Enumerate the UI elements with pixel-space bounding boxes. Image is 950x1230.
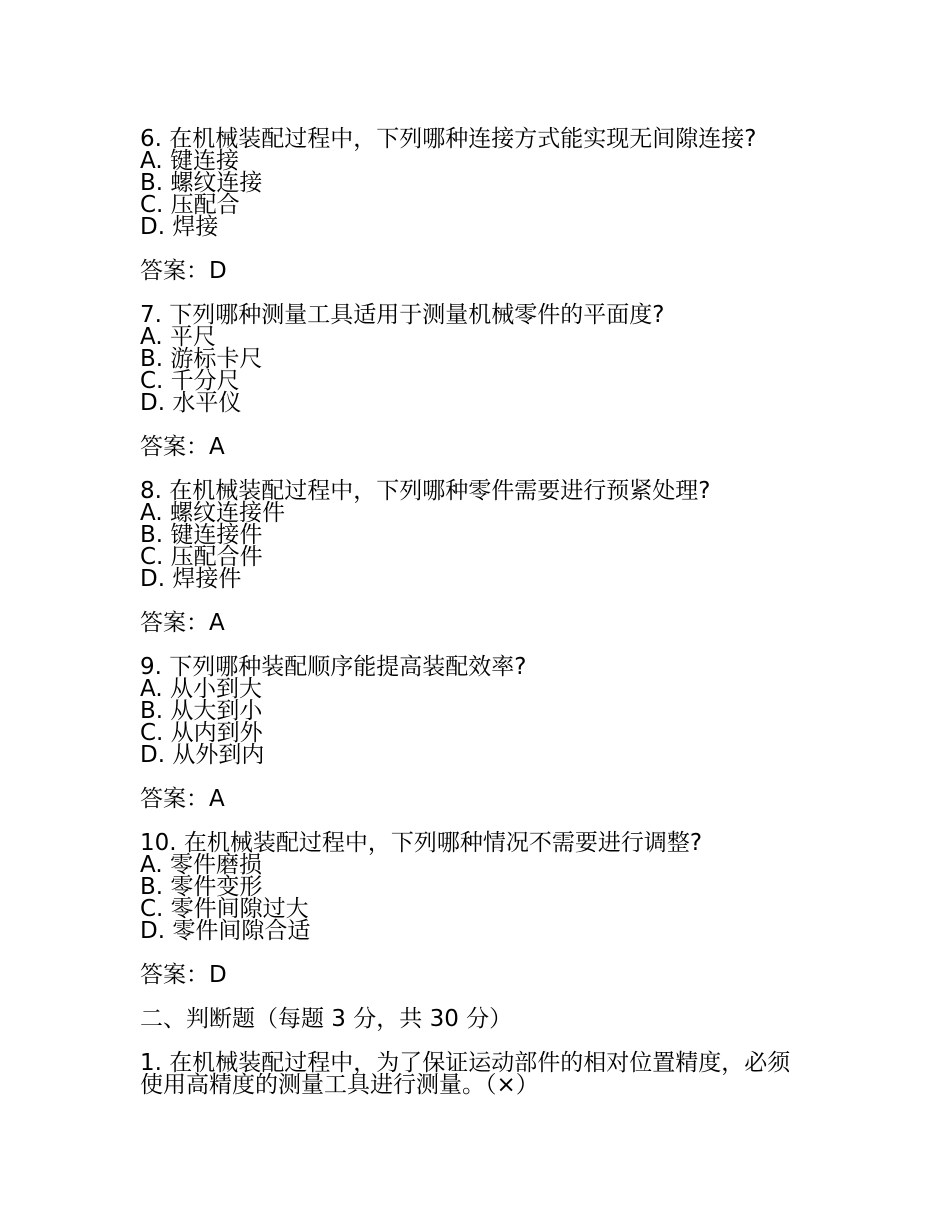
option-d: D. 从外到内 bbox=[140, 742, 265, 768]
question-9 bbox=[140, 656, 800, 810]
option-a: A. 平尺 bbox=[140, 324, 216, 350]
question-stem: 6. 在机械装配过程中，下列哪种连接方式能实现无间隙连接? bbox=[140, 126, 757, 152]
question-6 bbox=[140, 128, 800, 282]
question-7 bbox=[140, 304, 800, 458]
option-d: D. 零件间隙合适 bbox=[140, 918, 311, 944]
answer-line: 答案：D bbox=[140, 258, 227, 284]
option-a: A. 从小到大 bbox=[140, 676, 262, 702]
judgment-item-1: 1. 在机械装配过程中，为了保证运动部件的相对位置精度，必须使用高精度的测量工具进行测量。（×） bbox=[140, 1050, 791, 1098]
question-8 bbox=[140, 480, 800, 634]
answer-line: 答案：A bbox=[140, 610, 225, 636]
section-heading-judgment: 二、判断题（每题 3 分，共 30 分） bbox=[140, 1006, 513, 1032]
option-c: C. 零件间隙过大 bbox=[140, 896, 309, 922]
question-stem: 9. 下列哪种装配顺序能提高装配效率? bbox=[140, 654, 527, 680]
option-b: B. 游标卡尺 bbox=[140, 346, 263, 372]
question-10 bbox=[140, 832, 800, 986]
option-b: B. 螺纹连接 bbox=[140, 170, 263, 196]
option-c: C. 千分尺 bbox=[140, 368, 240, 394]
answer-line: 答案：D bbox=[140, 962, 227, 988]
option-d: D. 焊接件 bbox=[140, 566, 242, 592]
option-b: B. 零件变形 bbox=[140, 874, 263, 900]
option-a: A. 键连接 bbox=[140, 148, 239, 174]
option-c: C. 压配合 bbox=[140, 192, 240, 218]
answer-line: 答案：A bbox=[140, 434, 225, 460]
question-stem: 8. 在机械装配过程中，下列哪种零件需要进行预紧处理? bbox=[140, 478, 711, 504]
question-stem: 10. 在机械装配过程中，下列哪种情况不需要进行调整? bbox=[140, 830, 703, 856]
option-d: D. 水平仪 bbox=[140, 390, 242, 416]
document-content bbox=[140, 128, 800, 1096]
option-a: A. 螺纹连接件 bbox=[140, 500, 285, 526]
option-d: D. 焊接 bbox=[140, 214, 219, 240]
option-b: B. 键连接件 bbox=[140, 522, 263, 548]
option-b: B. 从大到小 bbox=[140, 698, 263, 724]
option-c: C. 压配合件 bbox=[140, 544, 263, 570]
answer-line: 答案：A bbox=[140, 786, 225, 812]
question-stem: 7. 下列哪种测量工具适用于测量机械零件的平面度? bbox=[140, 302, 665, 328]
option-a: A. 零件磨损 bbox=[140, 852, 262, 878]
option-c: C. 从内到外 bbox=[140, 720, 263, 746]
